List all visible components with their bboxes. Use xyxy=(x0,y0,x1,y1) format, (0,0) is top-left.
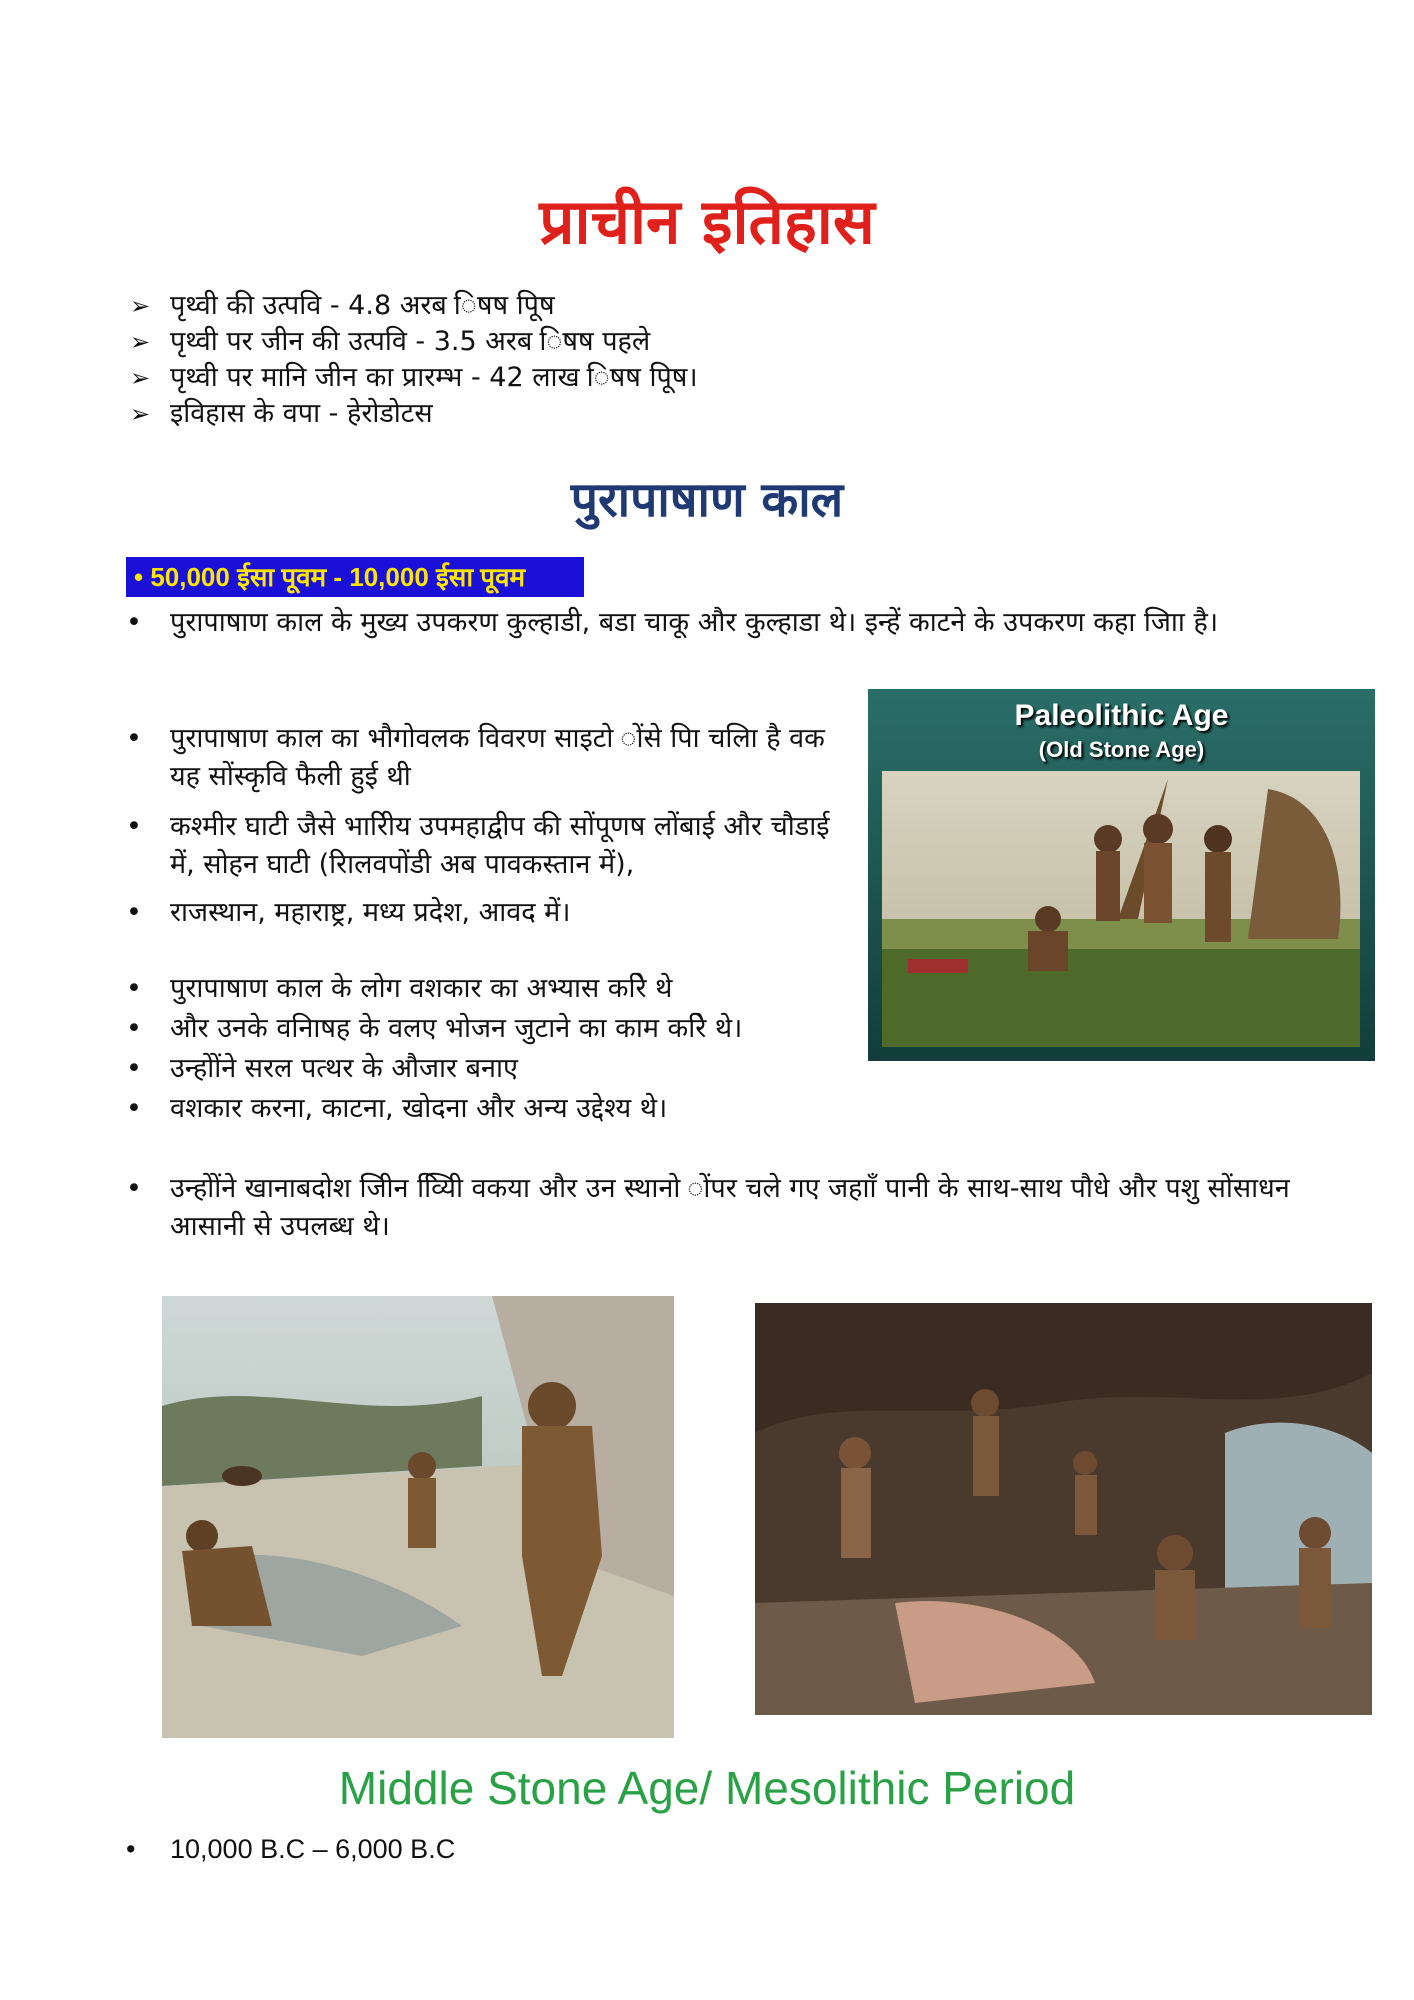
fact-item: ➢ इविहास के वपा - हेरोडोटस xyxy=(130,396,698,432)
bullet-item: • पुरापाषाण काल के मुख्य उपकरण कुल्हाडी, बडा चाकू और कुल्हाडा थे। इन्हें काटने के उपकरण कहा जािा है। xyxy=(126,607,1219,638)
bullet-item: • 10,000 B.C – 6,000 B.C xyxy=(126,1834,456,1864)
bullet-item: • उन्होोंने सरल पत्थर के औजार बनाए xyxy=(126,1053,518,1084)
cave-scene-illustration xyxy=(755,1303,1372,1715)
fact-item: ➢ पृथ्वी पर मानि जीन का प्रारम्भ - 42 लाख िषष पूिष। xyxy=(130,360,698,396)
fact-item: ➢ पृथ्वी की उत्पवि - 4.8 अरब िषष पूिष xyxy=(130,288,698,324)
facts-list xyxy=(130,288,698,432)
arrow-bullet-icon: ➢ xyxy=(130,364,151,392)
early-humans-valley-image xyxy=(162,1296,674,1738)
bullet-item: • पुरापाषाण काल का भौगोवलक विवरण साइटो ोंसे पिा चलिा है वक यह सोंस्कृवि फैली हुई थी xyxy=(126,723,825,792)
bullet-item: • कश्मीर घाटी जैसे भारिीय उपमहाद्वीप की सोंपूणष लोंबाई और चौडाई में, सोहन घाटी (रािलवपोंडी अब पावकस्तान में), xyxy=(126,811,830,880)
date-range-highlight: • 50,000 ईसा पूवम - 10,000 ईसा पूवम xyxy=(126,557,584,597)
bullet-item: • पुरापाषाण काल के लोग वशकार का अभ्यास करिे थे xyxy=(126,973,673,1004)
page-title: प्राचीन इतिहास xyxy=(539,185,875,258)
arrow-bullet-icon: ➢ xyxy=(130,292,151,320)
image-caption-sub: (Old Stone Age) xyxy=(1038,737,1205,762)
arrow-bullet-icon: ➢ xyxy=(130,400,151,428)
fact-item: ➢ पृथ्वी पर जीन की उत्पवि - 3.5 अरब िषष पहले xyxy=(130,324,698,360)
arrow-bullet-icon: ➢ xyxy=(130,328,151,356)
valley-scene-illustration xyxy=(162,1296,674,1738)
cave-dwellers-image xyxy=(755,1303,1372,1715)
bullet-item: • और उनके वनिाषह के वलए भोजन जुटाने का काम करिे थे। xyxy=(126,1013,743,1044)
bullet-item: • वशकार करना, काटना, खोदना और अन्य उद्देश्य थे। xyxy=(126,1093,668,1124)
bullet-item: • उन्होोंने खानाबदोश जीिन व्यिीि वकया और उन स्थानो ोंपर चले गए जहााँ पानी के साथ-साथ पौधे और पशु सोंसाधन आसानी से उपलब्ध थे। xyxy=(126,1173,1290,1242)
mesolithic-heading: Middle Stone Age/ Mesolithic Period xyxy=(338,1762,1076,1814)
bullet-item: • राजस्थान, महाराष्ट्र, मध्य प्रदेश, आवद में। xyxy=(126,897,571,928)
paleolithic-age-image xyxy=(868,689,1375,1061)
section-title: पुरापाषाण काल xyxy=(570,472,844,528)
image-caption-main: Paleolithic Age xyxy=(1014,699,1229,732)
